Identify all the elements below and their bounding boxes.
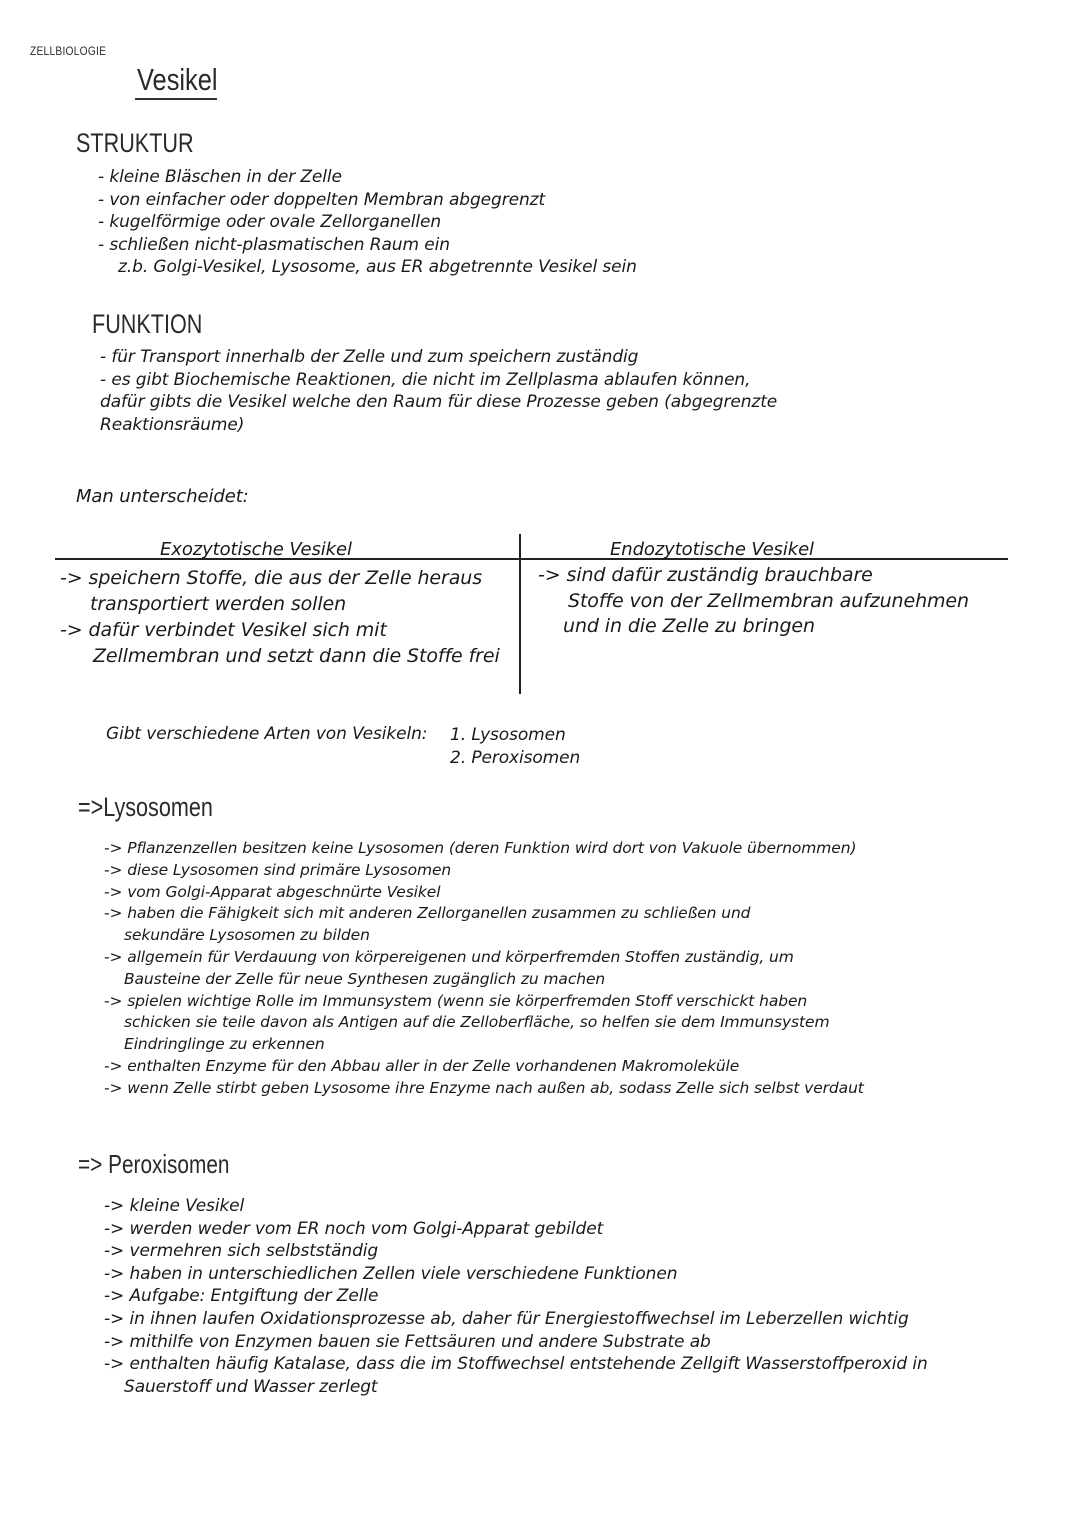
funktion-list <box>100 346 777 436</box>
exo-title: Exozytotische Vesikel <box>160 539 352 560</box>
types-label: Gibt verschiedene Arten von Vesikeln: <box>106 724 428 744</box>
struktur-list <box>98 166 637 279</box>
types-item: 1. Lysosomen <box>450 725 566 745</box>
funktion-heading: FUNKTION <box>92 309 203 339</box>
endo-list <box>538 563 969 640</box>
peroxisomen-line: -> werden weder vom ER noch vom Golgi-Apparat gebildet <box>104 1218 604 1239</box>
exo-line: Zellmembran und setzt dann die Stoffe frei <box>93 645 500 667</box>
endo-line: Stoffe von der Zellmembran aufzunehmen <box>568 589 969 612</box>
peroxisomen-heading: => Peroxisomen <box>78 1149 230 1179</box>
exo-list <box>60 565 500 669</box>
lysosomen-line: -> vom Golgi-Apparat abgeschnürte Vesikel <box>104 882 441 901</box>
funktion-line: - für Transport innerhalb der Zelle und zum speichern zuständig <box>100 347 639 367</box>
page-title: Vesikel <box>137 62 218 97</box>
lysosomen-line: -> wenn Zelle stirbt geben Lysosome ihre Enzyme nach außen ab, sodass Zelle sich selbst verdaut <box>104 1078 864 1097</box>
exo-line: transportiert werden sollen <box>90 593 347 615</box>
peroxisomen-line: -> haben in unterschiedlichen Zellen viele verschiedene Funktionen <box>104 1263 678 1284</box>
lysosomen-line: Eindringlinge zu erkennen <box>124 1035 325 1054</box>
peroxisomen-line: -> mithilfe von Enzymen bauen sie Fettsäuren und andere Substrate ab <box>104 1331 711 1352</box>
struktur-line: - von einfacher oder doppelten Membran abgegrenzt <box>98 189 546 210</box>
lysosomen-line: -> spielen wichtige Rolle im Immunsystem (wenn sie körperfremden Stoff verschickt haben <box>104 991 808 1010</box>
lysosomen-line: schicken sie teile davon als Antigen auf die Zelloberfläche, so helfen sie dem Immunsystem <box>124 1013 830 1032</box>
struktur-heading: STRUKTUR <box>76 128 194 158</box>
exo-line: -> dafür verbindet Vesikel sich mit <box>60 619 387 641</box>
struktur-line: - kugelförmige oder ovale Zellorganellen <box>98 212 442 233</box>
funktion-line: Reaktionsräume) <box>100 414 245 435</box>
lysosomen-line: sekundäre Lysosomen zu bilden <box>124 926 370 945</box>
peroxisomen-line: Sauerstoff und Wasser zerlegt <box>124 1376 378 1397</box>
lysosomen-line: -> haben die Fähigkeit sich mit anderen Zellorganellen zusammen zu schließen und <box>104 904 751 923</box>
lysosomen-heading: =>Lysosomen <box>78 792 213 822</box>
lysosomen-line: Bausteine der Zelle für neue Synthesen zugänglich zu machen <box>124 969 606 988</box>
title-underline <box>135 98 217 100</box>
peroxisomen-line: -> in ihnen laufen Oxidationsprozesse ab, daher für Energiestoffwechsel im Leberzellen wichtig <box>104 1308 909 1329</box>
peroxisomen-line: -> Aufgabe: Entgiftung der Zelle <box>104 1286 379 1307</box>
struktur-example: z.b. Golgi-Vesikel, Lysosome, aus ER abgetrennte Vesikel sein <box>118 257 637 278</box>
comparison-intro: Man unterscheidet: <box>76 486 249 507</box>
lysosomen-line: -> diese Lysosomen sind primäre Lysosomen <box>104 860 452 879</box>
peroxisomen-line: -> enthalten häufig Katalase, dass die im Stoffwechsel entstehende Zellgift Wasserstoffperoxid in <box>104 1354 928 1375</box>
endo-line: und in die Zelle zu bringen <box>563 615 815 637</box>
exo-line: -> speichern Stoffe, die aus der Zelle heraus <box>60 567 483 589</box>
funktion-line: dafür gibts die Vesikel welche den Raum für diese Prozesse geben (abgegrenzte <box>100 392 778 413</box>
peroxisomen-line: -> kleine Vesikel <box>104 1196 245 1216</box>
lysosomen-line: -> Pflanzenzellen besitzen keine Lysosomen (deren Funktion wird dort von Vakuole übernommen) <box>104 839 857 857</box>
subject-label: ZELLBIOLOGIE <box>30 44 107 58</box>
endo-title: Endozytotische Vesikel <box>610 539 814 560</box>
struktur-line: - kleine Bläschen in der Zelle <box>98 167 342 187</box>
funktion-line: - es gibt Biochemische Reaktionen, die nicht im Zellplasma ablaufen können, <box>100 369 751 390</box>
endo-line: -> sind dafür zuständig brauchbare <box>538 564 873 586</box>
lysosomen-line: -> allgemein für Verdauung von körpereigenen und körperfremden Stoffen zuständig, um <box>104 947 794 966</box>
types-item: 2. Peroxisomen <box>450 747 581 768</box>
lysosomen-line: -> enthalten Enzyme für den Abbau aller in der Zelle vorhandenen Makromoleküle <box>104 1056 740 1075</box>
peroxisomen-line: -> vermehren sich selbstständig <box>104 1241 379 1262</box>
types-list <box>450 724 580 769</box>
struktur-line: - schließen nicht-plasmatischen Raum ein <box>98 234 450 255</box>
peroxisomen-list <box>104 1195 928 1398</box>
table-vertical-rule <box>519 534 521 694</box>
lysosomen-list <box>104 838 864 1100</box>
